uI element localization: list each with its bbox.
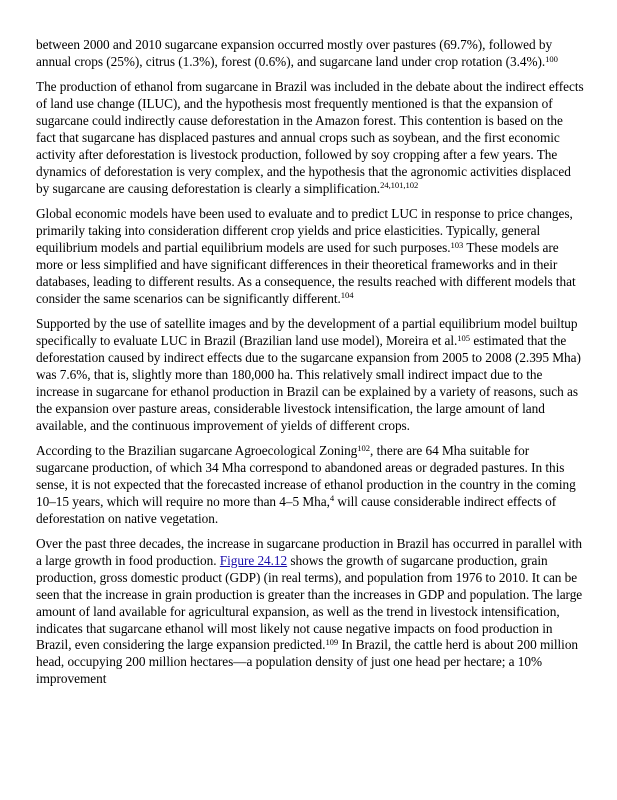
paragraph-text: Over the past three decades, the increase in sugarcane production in Brazil has occurred in parallel with a large growth in food production. xyxy=(36,535,582,568)
paragraph-text: will cause considerable indirect effects of deforestation on native vegetation. xyxy=(36,493,557,526)
citation-ref: 100 xyxy=(545,53,558,64)
citation-ref: 102 xyxy=(357,442,371,453)
citation-ref: 104 xyxy=(340,290,354,301)
paragraph-food-production xyxy=(36,536,584,688)
paragraph-satellite-study xyxy=(36,316,584,434)
paragraph-text: between 2000 and 2010 sugarcane expansion occurred mostly over pastures (69.7%), followed by annual crops (25%), citrus (1.3%), forest (0.6%), and sugarcane land under crop rotation (3.4%). xyxy=(36,37,553,69)
document-page xyxy=(36,37,584,697)
paragraph-text: According to the Brazilian sugarcane Agroecological Zoning xyxy=(36,442,358,458)
paragraph-iluc-debate xyxy=(36,79,584,197)
paragraph-text: These models are more or less simplified and have significant differences in their theoretical frameworks and in their databases, leading to different results. As a consequence, the results reached with different models that consider the same scenarios can be significantly different. xyxy=(36,239,576,306)
paragraph-text: The production of ethanol from sugarcane in Brazil was included in the debate about the indirect effects of land use change (ILUC), and the hypothesis most frequently mentioned is that the expansion of sugarcane could indirectly cause deforestation in the Amazon forest. This contention is based on the fact that sugarcane has displaced pastures and annual crops such as soybean, and the first economic activity after deforestation is livestock production, followed by soy cropping after a few years. The dynamics of deforestation is very complex, and the hypothesis that the agronomic activities displaced by sugarcane are causing deforestation is clearly a simplification. xyxy=(36,79,584,196)
figure-link[interactable]: Figure 24.12 xyxy=(219,552,288,568)
citation-ref: 109 xyxy=(325,637,339,648)
paragraph-land-expansion xyxy=(36,37,584,71)
paragraph-text: Supported by the use of satellite images and by the development of a partial equilibrium model builtup specifically to evaluate LUC in Brazil (Brazilian land use model), Moreira et al. xyxy=(36,316,578,348)
paragraph-text: estimated that the deforestation caused by indirect effects due to the sugarcane expansion from 2005 to 2008 (2.395 Mha) was 7.6%, that is, slightly more than 180,000 ha. This relatively small indirect impact due to the increase in sugarcane for ethanol production in Brazil can be explained by a variety of reasons, such as the expansion over pasture areas, considerable livestock intensification, the large amount of land available, and the continuous improvement of yields of different crops. xyxy=(36,333,581,433)
paragraph-text: , there are 64 Mha suitable for sugarcane production, of which 34 Mha correspond to abandoned areas or degraded pastures. In this sense, it is not expected that the forecasted increase of ethanol production in the country in the coming 10–15 years, which will require no more than 4–5 Mha, xyxy=(36,442,576,509)
paragraph-agroecological-zoning xyxy=(36,443,584,528)
paragraph-text: In Brazil, the cattle herd is about 200 million head, occupying 200 million hectares—a population density of just one head per hectare; a 10% improvement xyxy=(36,637,579,687)
citation-ref: 103 xyxy=(450,239,464,250)
citation-ref: 24,101,102 xyxy=(380,180,419,191)
paragraph-text: shows the growth of sugarcane production, grain production, gross domestic product (GDP) (in real terms), and population from 1976 to 2010. It can be seen that the increase in grain production is greater than the increases in GDP and population. The large amount of land available for agricultural expansion, as well as the trend in livestock intensification, indicates that sugarcane ethanol will most likely not cause negative impacts on food production in Brazil, even considering the large expansion predicted. xyxy=(36,552,583,653)
citation-ref: 105 xyxy=(457,332,471,343)
paragraph-economic-models xyxy=(36,206,584,307)
citation-ref: 4 xyxy=(329,493,335,504)
paragraph-text: Global economic models have been used to evaluate and to predict LUC in response to price changes, primarily taking into consideration different crop yields and price elasticities. Typically, general equilibrium models and partial equilibrium models are used for such purposes. xyxy=(36,206,573,255)
